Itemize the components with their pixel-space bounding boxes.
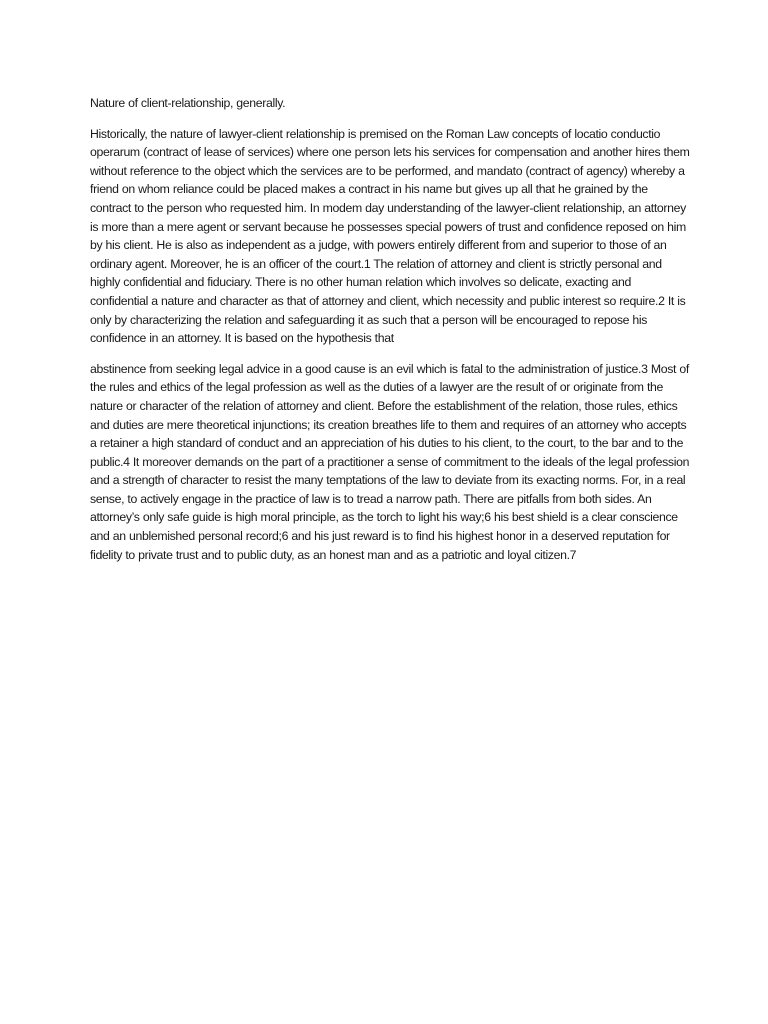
section-heading: Nature of client-relationship, generally. xyxy=(90,96,286,110)
paragraph-2: abstinence from seeking legal advice in a good cause is an evil which is fatal to the administration of justice.3 Most of the rules and ethics of the legal profession as well as the duties of a lawyer are the result of or originate from the nature or character of the relation of attorney and client. Before the establishment of the relation, those rules, ethics and duties are mere theoretical injunctions; its creation breathes life to them and requires of an attorney who accepts a retainer a high standard of conduct and an appreciation of his duties to his client, to the court, to the bar and to the public.4 It moreover demands on the part of a practitioner a sense of commitment to the ideals of the legal profession and a strength of character to resist the many temptations of the law to deviate from its exacting norms. For, in a real sense, to actively engage in the practice of law is to tread a narrow path. There are pitfalls from both sides. An attorney’s only safe guide is high moral principle, as the torch to light his way;6 his best shield is a clear conscience and an unblemished personal record;6 and his just reward is to find his highest honor in a deserved reputation for fidelity to private trust and to public duty, as an honest man and as a patriotic and loyal citizen.7 xyxy=(90,361,690,562)
document-body xyxy=(90,94,690,564)
paragraph-1: Historically, the nature of lawyer-client relationship is premised on the Roman Law concepts of locatio conductio operarum (contract of lease of services) where one person lets his services for compensation and another hires them without reference to the object which the services are to be performed, and mandato (contract of agency) whereby a friend on whom reliance could be placed makes a contract in his name but gives up all that he grained by the contract to the person who requested him. In modem day understanding of the lawyer-client relationship, an attorney is more than a mere agent or servant because he possesses special powers of trust and confidence reposed on him by his client. He is also as independent as a judge, with powers entirely different from and superior to those of an ordinary agent. Moreover, he is an officer of the court.1 The relation of attorney and client is strictly personal and highly confidential and fiduciary. There is no other human relation which involves so delicate, exacting and confidential a nature and character as that of attorney and client, which necessity and public interest so require.2 It is only by characterizing the relation and safeguarding it as such that a person will be encouraged to repose his confidence in an attorney. It is based on the hypothesis that xyxy=(90,126,690,346)
